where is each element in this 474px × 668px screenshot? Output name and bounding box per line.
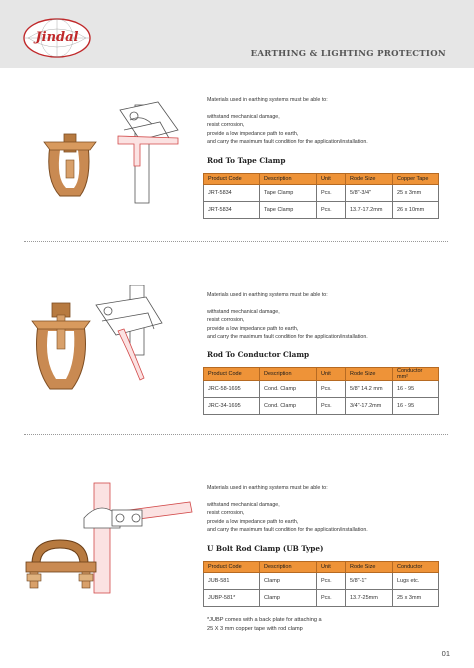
column-header: Unit [317,368,346,381]
table-cell: JRT-5834 [204,202,260,219]
intro-line: Materials used in earthing systems must be able to: [207,292,328,298]
intro-line: provide a low impedance path to earth, [207,130,299,137]
u-bolt-rod-clamp-illustration [24,478,199,603]
column-header: Product Code [204,562,260,573]
intro-line: withstand mechanical damage, [207,113,280,120]
intro-text [207,96,368,146]
table-cell: 5/8"-3/4" [346,185,393,202]
table-cell: JRT-5834 [204,185,260,202]
page-header [0,0,474,68]
table-row [204,573,439,590]
table-cell: 5/8"-1" [346,573,393,590]
column-header: Description [260,174,317,185]
column-header: Conductor [393,562,439,573]
table-cell: 16 - 95 [393,381,439,398]
column-header: Description [260,368,317,381]
column-header: Unit [317,562,346,573]
table-cell: 13.7-17.2mm [346,202,393,219]
table-cell: 25 x 3mm [393,185,439,202]
table-cell: JRC-34-1695 [204,398,260,415]
page-number: 01 [441,649,450,658]
table-cell: Cond. Clamp [260,381,317,398]
section-divider [24,434,448,435]
footnote-line: *JUBP comes with a back plate for attaching a [207,617,322,623]
rod-to-tape-clamp-illustration [20,100,185,230]
table-cell: 26 x 10mm [393,202,439,219]
footnote-line: 25 X 3 mm copper tape with rod clamp [207,625,303,632]
intro-line [207,299,368,307]
intro-line [207,492,368,500]
table-row [204,398,439,415]
table-cell: 16 - 95 [393,398,439,415]
intro-line: and carry the maximum fault condition for the application/installation. [207,139,368,146]
table-row [204,185,439,202]
table-row [204,590,439,607]
product-table [203,561,439,607]
intro-line: resist corrosion, [207,122,245,129]
column-header: Rode Size [346,174,393,185]
intro-line: provide a low impedance path to earth, [207,518,299,525]
intro-line: withstand mechanical damage, [207,501,280,508]
table-header-row [204,174,439,185]
intro-text [207,484,368,534]
column-header: Product Code [204,174,260,185]
table-cell: Pcs. [317,185,346,202]
table-cell: Tape Clamp [260,202,317,219]
intro-line: Materials used in earthing systems must be able to: [207,97,328,103]
section-divider [24,241,448,242]
column-header: Unit [317,174,346,185]
logo-text: Jindal [35,30,79,45]
table-cell: Pcs. [317,590,346,607]
intro-text [207,291,368,341]
intro-line: and carry the maximum fault condition for the application/installation. [207,334,368,341]
intro-line: Materials used in earthing systems must be able to: [207,485,328,491]
table-row [204,381,439,398]
rod-to-conductor-clamp-illustration [30,285,180,415]
intro-line: resist corrosion, [207,317,245,324]
table-cell: Clamp [260,573,317,590]
column-header: Conductor mm² [393,368,439,381]
table-cell: Pcs. [317,398,346,415]
column-header: Description [260,562,317,573]
intro-line [207,104,368,112]
table-cell: Pcs. [317,381,346,398]
product-table [203,367,439,415]
column-header: Product Code [204,368,260,381]
column-header: Rode Size [346,562,393,573]
intro-line: provide a low impedance path to earth, [207,325,299,332]
table-row [204,202,439,219]
table-cell: Pcs. [317,573,346,590]
table-header-row [204,368,439,381]
table-cell: JRC-58-1695 [204,381,260,398]
intro-line: resist corrosion, [207,510,245,517]
table-cell: 13.7-25mm [346,590,393,607]
product-table [203,173,439,219]
table-cell: 3/4"-17.2mm [346,398,393,415]
table-cell: JUB-581 [204,573,260,590]
intro-line: and carry the maximum fault condition for the application/installation. [207,527,368,534]
table-cell: Lugs etc. [393,573,439,590]
column-header: Copper Tape [393,174,439,185]
section-title: Rod To Conductor Clamp [207,350,310,359]
footnote [207,616,322,633]
table-cell: JUBP-581* [204,590,260,607]
table-cell: Tape Clamp [260,185,317,202]
table-cell: 25 x 3mm [393,590,439,607]
section-title: U Bolt Rod Clamp (UB Type) [207,544,324,553]
table-header-row [204,562,439,573]
table-cell: 5/8" 14.2 mm [346,381,393,398]
intro-line: withstand mechanical damage, [207,308,280,315]
table-cell: Pcs. [317,202,346,219]
column-header: Rode Size [346,368,393,381]
table-cell: Clamp [260,590,317,607]
page-title: EARTHING & LIGHTING PROTECTION [250,49,446,59]
table-cell: Cond. Clamp [260,398,317,415]
section-title: Rod To Tape Clamp [207,156,286,165]
jindal-logo [22,17,92,59]
